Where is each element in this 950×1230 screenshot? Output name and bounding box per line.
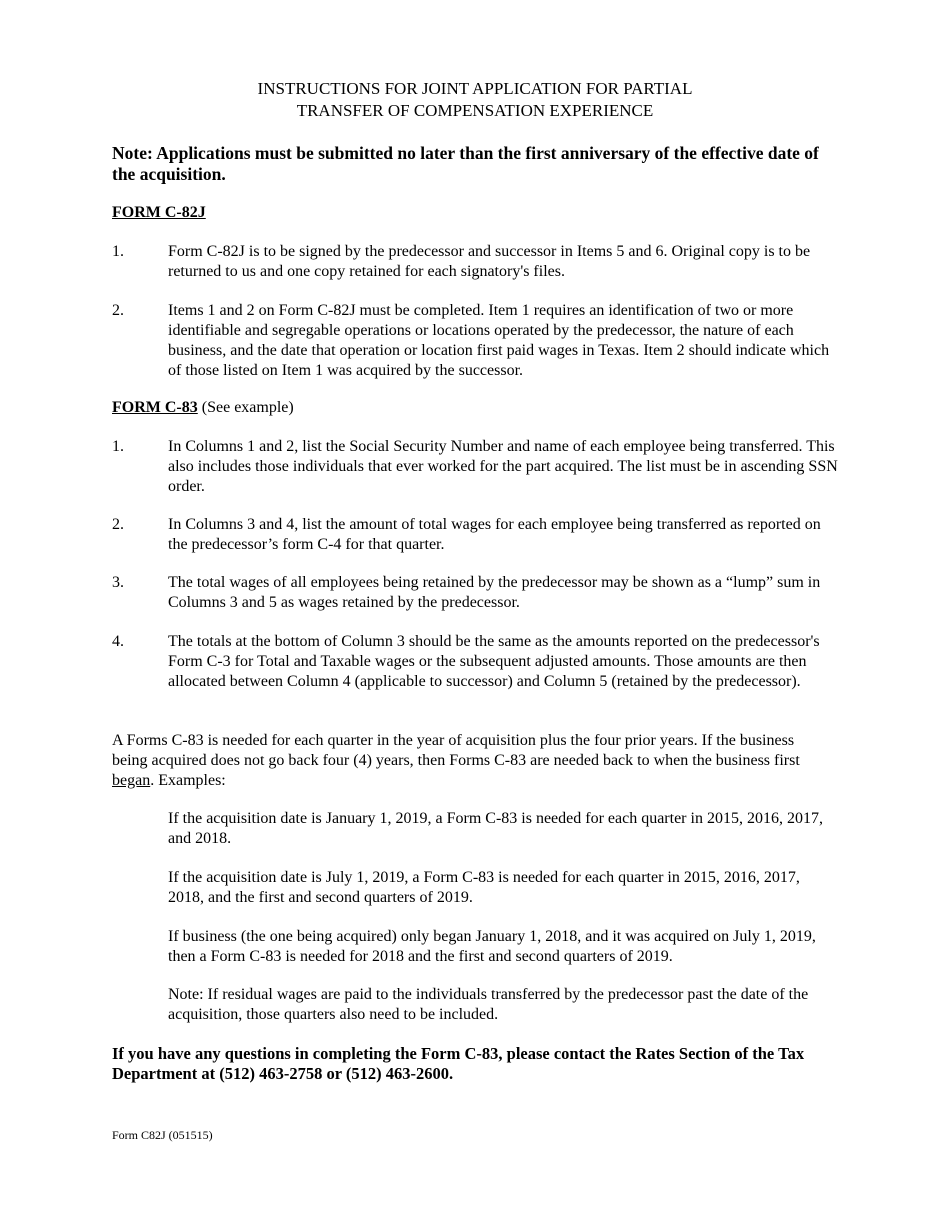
item-number: 2. <box>112 516 124 533</box>
item-text: In Columns 1 and 2, list the Social Security Number and name of each employee being transferred. This also includes those individuals that ever worked for the part acquired. The list must be in ascending SSN order. <box>168 438 838 495</box>
item-text: Form C-82J is to be signed by the predecessor and successor in Items 5 and 6. Original copy is to be returned to us and one copy retained for each signatory's files. <box>168 243 811 280</box>
paragraph-text-before: A Forms C-83 is needed for each quarter in the year of acquisition plus the four prior years. If the business being acquired does not go back four (4) years, then Forms C-83 are needed back to when the business first <box>112 732 800 769</box>
title-line-1: INSTRUCTIONS FOR JOINT APPLICATION FOR PARTIAL <box>257 79 693 98</box>
forms-c83-paragraph <box>112 731 828 791</box>
example-2: If the acquisition date is July 1, 2019, a Form C-83 is needed for each quarter in 2015, 2016, 2017, 2018, and the first and second quarters of 2019. <box>168 869 800 906</box>
item-text: In Columns 3 and 4, list the amount of total wages for each employee being transferred as reported on the predecessor’s form C-4 for that quarter. <box>168 516 821 553</box>
submission-deadline-note: Note: Applications must be submitted no later than the first anniversary of the effective date of the acquisition. <box>112 143 819 184</box>
document-title <box>112 78 838 122</box>
contact-information: If you have any questions in completing the Form C-83, please contact the Rates Section of the Tax Department at (512) 463-2758 or (512) 463-2600. <box>112 1044 805 1083</box>
paragraph-text-after: . Examples: <box>150 772 226 789</box>
heading-c83-suffix: (See example) <box>197 399 294 416</box>
example-3: If business (the one being acquired) only began January 1, 2018, and it was acquired on July 1, 2019, then a Form C-83 is needed for 2018 and the first and second quarters of 2019. <box>168 928 816 965</box>
item-number: 3. <box>112 574 124 591</box>
item-number: 1. <box>112 243 124 260</box>
section-heading-c83 <box>112 398 838 418</box>
heading-form-c82j: FORM C-82J <box>112 204 206 221</box>
item-number: 1. <box>112 438 124 455</box>
underlined-word-began: began <box>112 772 151 789</box>
item-number: 4. <box>112 633 124 650</box>
form-footer-code: Form C82J (051515) <box>112 1128 213 1142</box>
example-1: If the acquisition date is January 1, 2019, a Form C-83 is needed for each quarter in 2015, 2016, 2017, and 2018. <box>168 810 823 847</box>
item-text: The totals at the bottom of Column 3 should be the same as the amounts reported on the predecessor's Form C-3 for Total and Taxable wages or the subsequent adjusted amounts. Those amounts are then allocated between Column 4 (applicable to successor) and Column 5 (retained by the predecessor). <box>168 633 820 690</box>
item-text: The total wages of all employees being retained by the predecessor may be shown as a “lump” sum in Columns 3 and 5 as wages retained by the predecessor. <box>168 574 821 611</box>
item-number: 2. <box>112 302 124 319</box>
section-heading-c82j <box>112 203 838 223</box>
item-text: Items 1 and 2 on Form C-82J must be completed. Item 1 requires an identification of two or more identifiable and segregable operations or locations operated by the predecessor, the nature of each business, and the date that operation or location first paid wages in Texas. Item 2 should indicate which of those listed on Item 1 was acquired by the successor. <box>168 302 830 379</box>
title-line-2: TRANSFER OF COMPENSATION EXPERIENCE <box>296 101 654 120</box>
heading-form-c83: FORM C-83 <box>112 399 198 416</box>
residual-wages-note: Note: If residual wages are paid to the individuals transferred by the predecessor past the date of the acquisition, those quarters also need to be included. <box>168 986 809 1023</box>
